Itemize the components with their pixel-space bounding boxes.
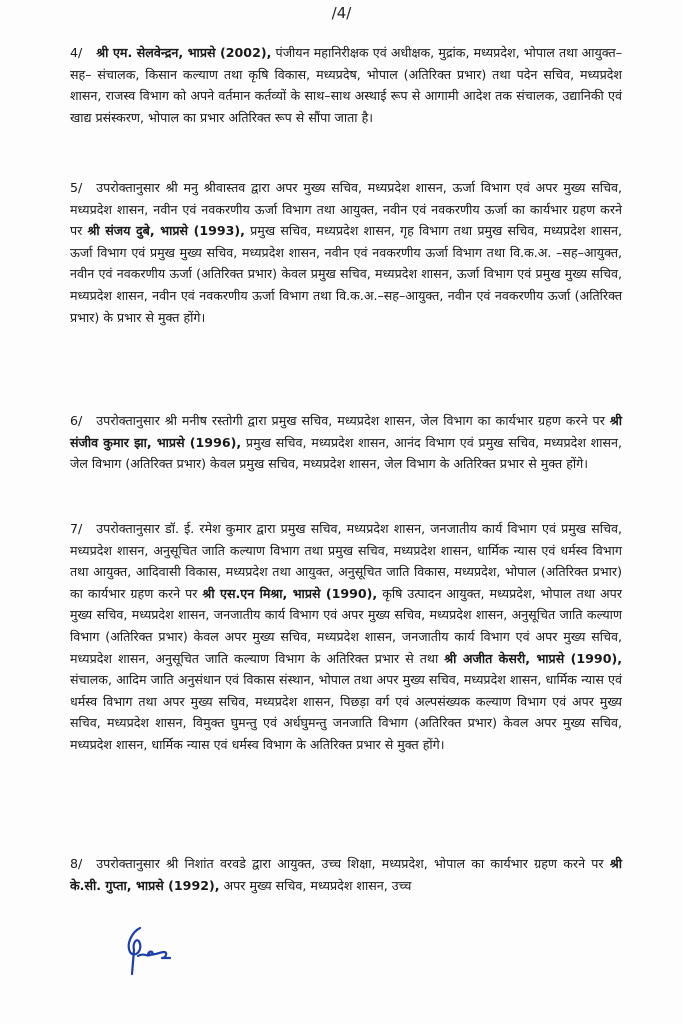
paragraph-text: उपरोक्तानुसार श्री निशांत वरवडे द्वारा आयुक्त, उच्च शिक्षा, मध्यप्रदेश, भोपाल का कार्यभार ग्रहण करने पर [96,856,610,871]
paragraph-text: संचालक, आदिम जाति अनुसंधान एवं विकास संस्थान, भोपाल तथा अपर मुख्य सचिव, मध्यप्रदेश शासन, धार्मिक न्यास एवं धर्मस्व विभाग तथा अपर मुख्य सचिव, मध्यप्रदेश शासन, पिछड़ा वर्ग एवं अल्पसंख्यक कल्याण विभाग एवं अपर मुख्य सचिव, मध्यप्रदेश शासन, विमुक्त घुमन्तु एवं अर्धघुमन्तु जनजाति विभाग (अतिरिक्त प्रभार) केवल अपर मुख्य सचिव, मध्यप्रदेश शासन, धार्मिक न्यास एवं धर्मस्व विभाग के अतिरिक्त प्रभार से मुक्त होंगे। [70,672,622,752]
paragraph-number: 7/ [70,521,83,536]
officer-name: श्री एम. सेलवेन्द्रन, भाप्रसे (2002), [96,45,272,60]
officer-name: श्री संजय दुबे, भाप्रसे (1993), [87,223,245,239]
paragraph-text: उपरोक्तानुसार डॉ. ई. रमेश कुमार द्वारा प्रमुख सचिव, मध्यप्रदेश शासन, जनजातीय कार्य विभाग एवं प्रमुख सचिव, मध्यप्रदेश शासन, अनुसूचित जाति कल्याण विभाग तथा प्रमुख सचिव, मध्यप्रदेश शासन, धार्मिक न्यास एवं धर्मस्व विभाग तथा आयुक्त, आदिवासी विकास, मध्यप्रदेश तथा आयुक्त, अनुसूचित जाति विकास, मध्यप्रदेश, भोपाल (अतिरिक्त प्रभार) का कार्यभार ग्रहण करने पर [70,521,622,601]
paragraph-text: अपर मुख्य सचिव, मध्यप्रदेश शासन, उच्च [219,877,412,893]
paragraph-5 [70,177,622,328]
officer-name: श्री एस.एन मिश्रा, भाप्रसे (1990), [202,585,378,601]
paragraph-number: 4/ [70,45,83,60]
paragraph-number: 5/ [70,180,83,195]
officer-name: श्री के.सी. गुप्ता, भाप्रसे (1992), [70,856,622,893]
paragraph-7 [70,518,622,756]
officer-name: श्री अजीत केसरी, भाप्रसे (1990), [444,650,622,666]
paragraph-text: पंजीयन महानिरीक्षक एवं अधीक्षक, मुद्रांक, मध्यप्रदेश, भोपाल तथा आयुक्त–सह– संचालक, किसान कल्याण तथा कृषि विकास, मध्यप्रदेष, भोपाल (अतिरिक्त प्रभार) तथा पदेन सचिव, मध्यप्रदेश शासन, राजस्व विभाग को अपने वर्तमान कर्तव्यों के साथ–साथ अस्थाई रूप से आगामी आदेश तक संचालक, उद्यानिकी एवं खाद्य प्रसंस्करण, भोपाल का प्रभार अतिरिक्त रूप से सौंपा जाता है। [70,45,622,125]
paragraph-text: प्रमुख सचिव, मध्यप्रदेश शासन, आनंद विभाग एवं प्रमुख सचिव, मध्यप्रदेश शासन, जेल विभाग (अतिरिक्त प्रभार) केवल प्रमुख सचिव, मध्यप्रदेश शासन, जेल विभाग के अतिरिक्त प्रभार से मुक्त होंगे। [70,434,623,472]
paragraph-4 [70,42,622,128]
paragraph-text: कृषि उत्पादन आयुक्त, मध्यप्रदेश, भोपाल तथा अपर मुख्य सचिव, मध्यप्रदेश शासन, जनजातीय कार्य विभाग एवं अपर मुख्य सचिव, मध्यप्रदेश शासन, अनुसूचित जाति कल्याण विभाग (अतिरिक्त प्रभार) केवल अपर मुख्य सचिव, मध्यप्रदेश शासन, जनजातीय कार्य विभाग एवं अपर मुख्य सचिव, मध्यप्रदेश शासन, अनुसूचित जाति कल्याण विभाग के अतिरिक्त प्रभार से तथा [70,585,622,666]
paragraph-text: उपरोक्तानुसार श्री मनु श्रीवास्तव द्वारा अपर मुख्य सचिव, मध्यप्रदेश शासन, ऊर्जा विभाग एवं अपर मुख्य सचिव, मध्यप्रदेश शासन, नवीन एवं नवकरणीय ऊर्जा विभाग तथा आयुक्त, नवीन एवं नवकरणीय ऊर्जा का कार्यभार ग्रहण करने पर [70,180,622,239]
officer-name: श्री संजीव कुमार झा, भाप्रसे (1996), [70,413,622,450]
paragraph-number: 6/ [70,413,83,428]
paragraph-text: प्रमुख सचिव, मध्यप्रदेश शासन, गृह विभाग तथा प्रमुख सचिव, मध्यप्रदेश शासन, ऊर्जा विभाग एवं प्रमुख मुख्य सचिव, मध्यप्रदेश शासन, नवीन एवं नवकरणीय ऊर्जा विभाग तथा वि.क.अ. –सह–आयुक्त, नवीन एवं नवकरणीय ऊर्जा (अतिरिक्त प्रभार) केवल प्रमुख सचिव, मध्यप्रदेश शासन, ऊर्जा विभाग एवं प्रमुख मुख्य सचिव, मध्यप्रदेश शासन, नवीन एवं नवकरणीय ऊर्जा विभाग तथा वि.क.अ.–सह–आयुक्त, नवीन एवं नवकरणीय ऊर्जा (अतिरिक्त प्रभार) के प्रभार से मुक्त होंगे। [70,223,622,325]
paragraph-8 [70,853,622,896]
page-number: /4/ [331,4,352,22]
paragraph-text: उपरोक्तानुसार श्री मनीष रस्तोगी द्वारा प्रमुख सचिव, मध्यप्रदेश शासन, जेल विभाग का कार्यभार ग्रहण करने पर [96,413,610,428]
paragraph-number: 8/ [70,856,83,871]
handwritten-signature [118,922,178,980]
paragraph-6 [70,410,622,475]
